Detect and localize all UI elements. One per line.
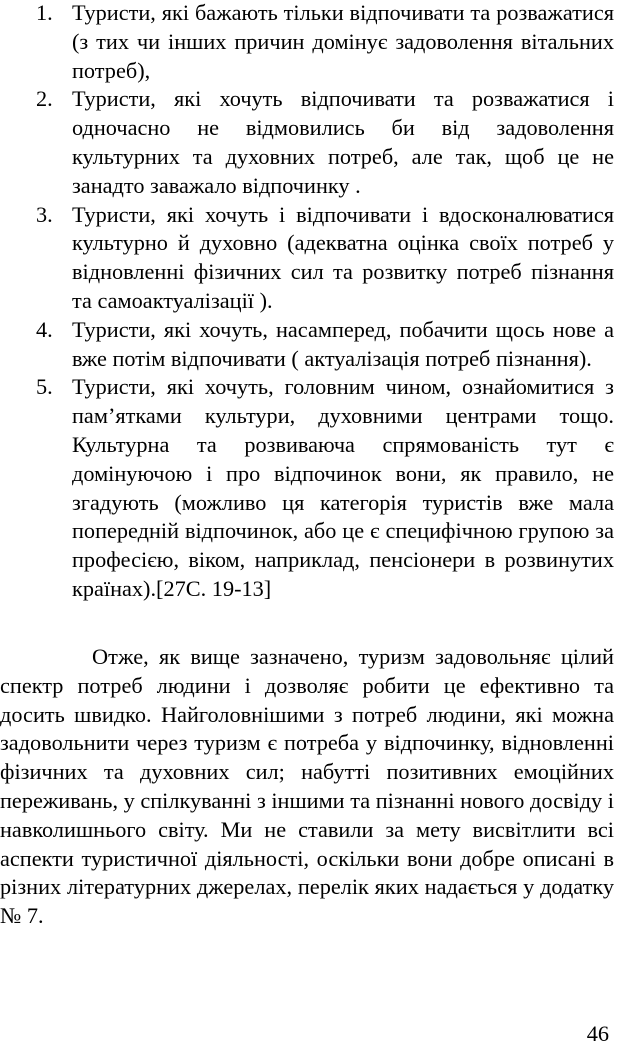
list-item xyxy=(0,0,620,85)
list-item xyxy=(0,85,620,200)
list-item-text: Туристи, які хочуть, насамперед, побачити щось нове а вже потім відпочивати ( актуалізація потреб пізнання). xyxy=(72,316,614,371)
list-item-number: 3. xyxy=(36,201,53,227)
list-item-number: 1. xyxy=(36,0,53,25)
body-paragraph: Отже, як вище зазначено, туризм задовольняє цілий спектр потреб людини і дозволяє робити це ефективно та досить швидко. Найголовнішими з потреб людини, які можна задовольнити через туризм є потреба у відпочинку, відновленні фізичних та духовних сил; набутті позитивних емоційних переживань, у спілкуванні з іншими та пізнанні нового досвіду і навколишнього світу. Ми не ставили за мету висвітлити всі аспекти туристичної діяльності, оскільки вони добре описані в різних літературних джерелах, перелік яких надається у додатку № 7. xyxy=(0,644,614,929)
list-item xyxy=(0,373,620,603)
list-item-text: Туристи, які хочуть відпочивати та розважатися і одночасно не відмовились би від задоволення культурних та духовних потреб, але так, щоб це не занадто заважало відпочинку . xyxy=(72,86,614,198)
list-item-number: 4. xyxy=(36,316,53,342)
page-number: 46 xyxy=(586,1021,609,1046)
list-item-text: Туристи, які бажають тільки відпочивати та розважатися (з тих чи інших причин домінує задоволення вітальних потреб), xyxy=(72,0,614,83)
list-item xyxy=(0,201,620,316)
list-item-number: 2. xyxy=(36,86,53,112)
list-item-number: 5. xyxy=(36,374,53,400)
list-item-text: Туристи, які хочуть, головним чином, ознайомитися з пам’ятками культури, духовними центрами тощо. Культурна та розвиваюча спрямованість тут є домінуючою і про відпочинок вони, як правило, не згадують (можливо ця категорія туристів вже мала попередній відпочинок, або це є специфічною групою за професією, віком, наприклад, пенсіонери в розвинутих країнах).[27C. 19-13] xyxy=(72,374,614,601)
list-item-text: Туристи, які хочуть і відпочивати і вдосконалюватися культурно й духовно (адекватна оцінка своїх потреб у відновленні фізичних сил та розвитку потреб пізнання та самоактуалізації ). xyxy=(72,201,614,313)
list-item xyxy=(0,316,620,374)
